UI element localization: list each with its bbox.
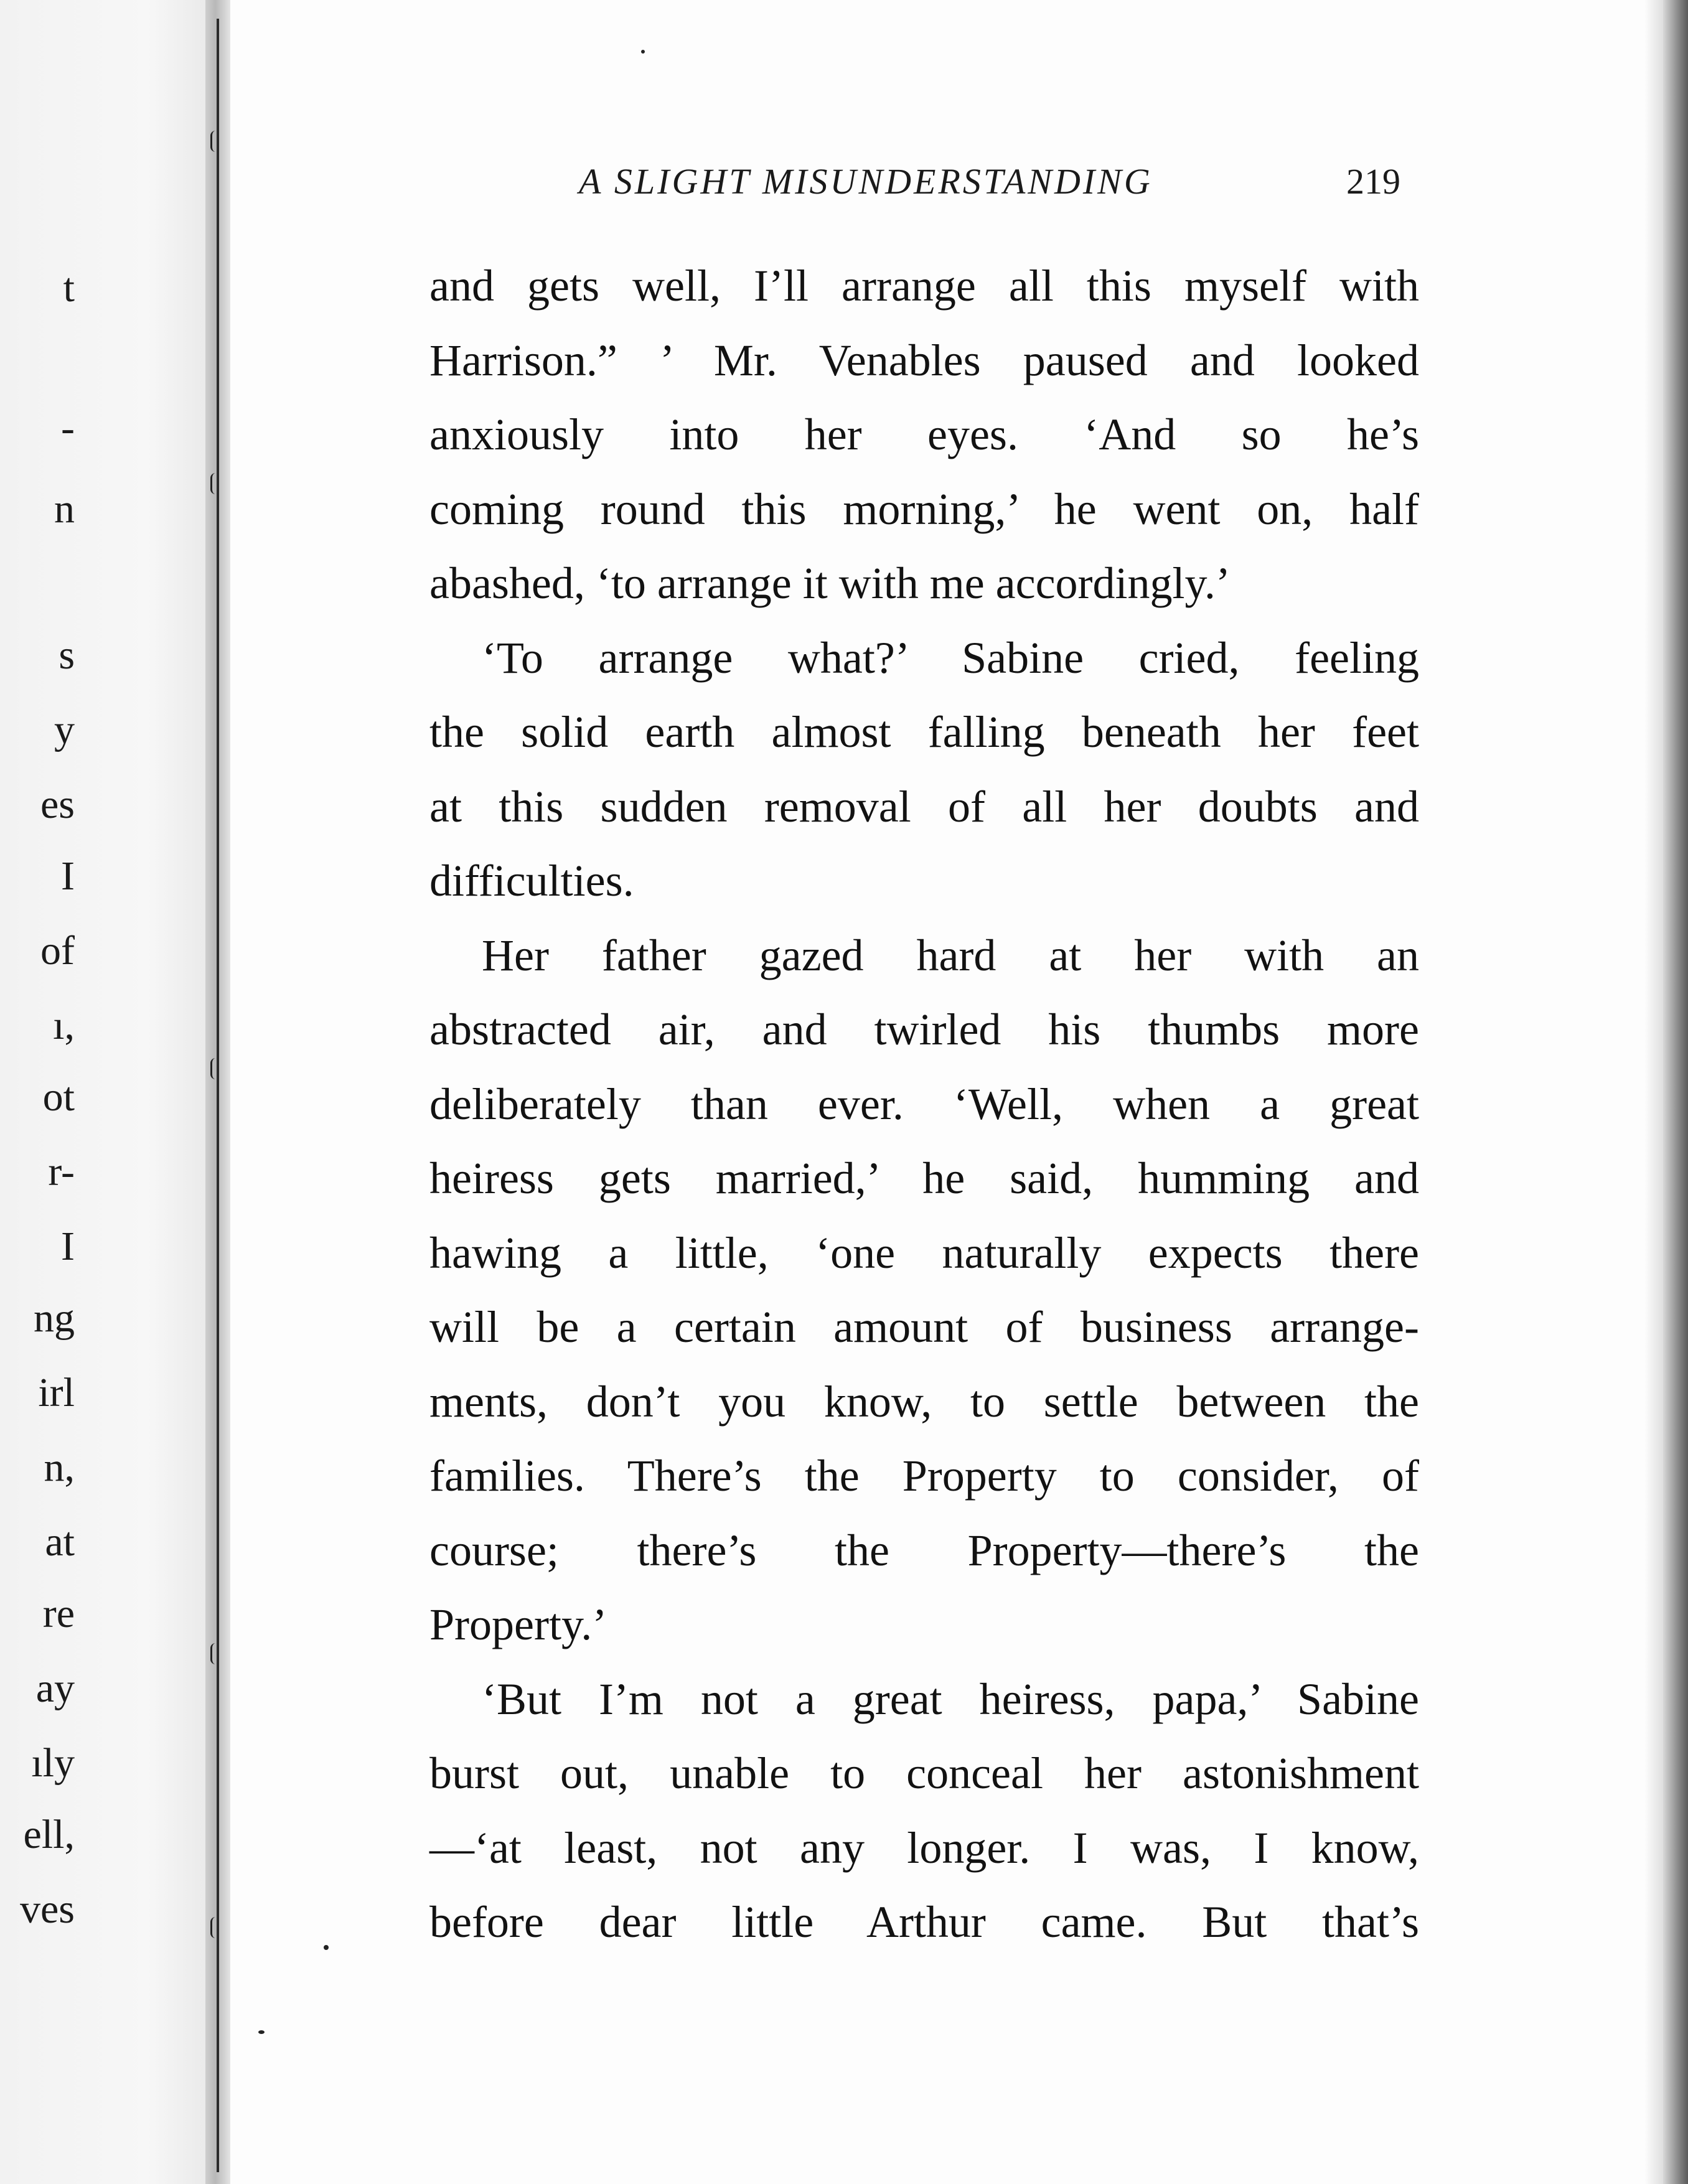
running-head [429,154,1413,210]
left-page-text-fragments [0,0,75,2184]
left-fragment: ıly [31,1740,75,1786]
left-fragment: - [61,405,75,451]
binding-line [217,19,219,2172]
running-title: A SLIGHT MISUNDERSTANDING [579,161,1153,202]
text-line: hawing a little, ‘one naturally expects there [429,1227,1419,1278]
right-edge-shadow [1644,0,1663,2184]
text-line: at this sudden removal of all her doubts and [429,781,1419,832]
binding-stitch [210,131,226,152]
text-line: before dear little Arthur came. But that’s [429,1897,1419,1947]
left-fragment: y [54,707,75,752]
text-line: and gets well, I’ll arrange all this myself with [429,261,1419,311]
text-line: abstracted air, and twirled his thumbs more [429,1005,1419,1054]
page-number: 219 [1346,161,1400,202]
left-fragment: ı, [53,1003,75,1048]
left-fragment: r- [48,1149,75,1194]
book-right-edge [1663,0,1688,2184]
text-line: burst out, unable to conceal her astonishment [429,1748,1419,1798]
left-fragment: s [59,632,75,678]
text-line: families. There’s the Property to consider, of [429,1451,1419,1501]
left-fragment: I [61,853,75,899]
text-line: Property.’ [429,1600,607,1649]
text-line: coming round this morning,’ he went on, half [429,484,1419,534]
text-line: —‘at least, not any longer. I was, I know, [429,1822,1419,1873]
text-line: ments, don’t you know, to settle between the [429,1376,1419,1427]
binding-stitch [210,1643,226,1664]
left-fragment: ves [20,1886,75,1932]
left-fragment: ay [35,1666,75,1711]
scan-speck [258,2030,265,2034]
left-fragment: ng [34,1295,75,1341]
left-fragment: n [54,486,75,532]
text-line: Her father gazed hard at her with an [482,930,1419,980]
binding-stitch [210,1917,226,1938]
scan-speck [324,1945,329,1950]
left-fragment: re [42,1591,75,1636]
left-fragment: at [45,1519,75,1565]
text-line: difficulties. [429,856,634,906]
left-fragment: of [40,928,75,973]
text-line: heiress gets married,’ he said, humming and [429,1153,1419,1203]
left-fragment: irl [38,1370,75,1415]
left-fragment: ell, [23,1812,75,1857]
left-fragment: I [61,1224,75,1269]
text-line: ‘But I’m not a great heiress, papa,’ Sabine [482,1674,1419,1724]
left-fragment: es [40,782,75,827]
body-text [429,249,1419,1960]
text-line: abashed, ‘to arrange it with me accordingly.’ [429,558,1231,608]
binding-stitch [210,1058,226,1079]
left-fragment: ot [42,1074,75,1120]
text-line: will be a certain amount of business arrange- [429,1302,1419,1352]
text-line: course; there’s the Property—there’s the [429,1525,1419,1575]
scan-speck [641,50,645,54]
text-line: Harrison.” ’ Mr. Venables paused and looked [429,335,1419,385]
left-facing-page [0,0,212,2184]
text-line: anxiously into her eyes. ‘And so he’s [429,410,1419,459]
text-line: ‘To arrange what?’ Sabine cried, feeling [482,632,1419,683]
left-fragment: n, [44,1445,75,1490]
left-fragment: t [63,265,75,311]
text-line: the solid earth almost falling beneath her feet [429,707,1419,757]
binding-stitch [210,473,226,494]
text-line: deliberately than ever. ‘Well, when a great [429,1079,1419,1129]
